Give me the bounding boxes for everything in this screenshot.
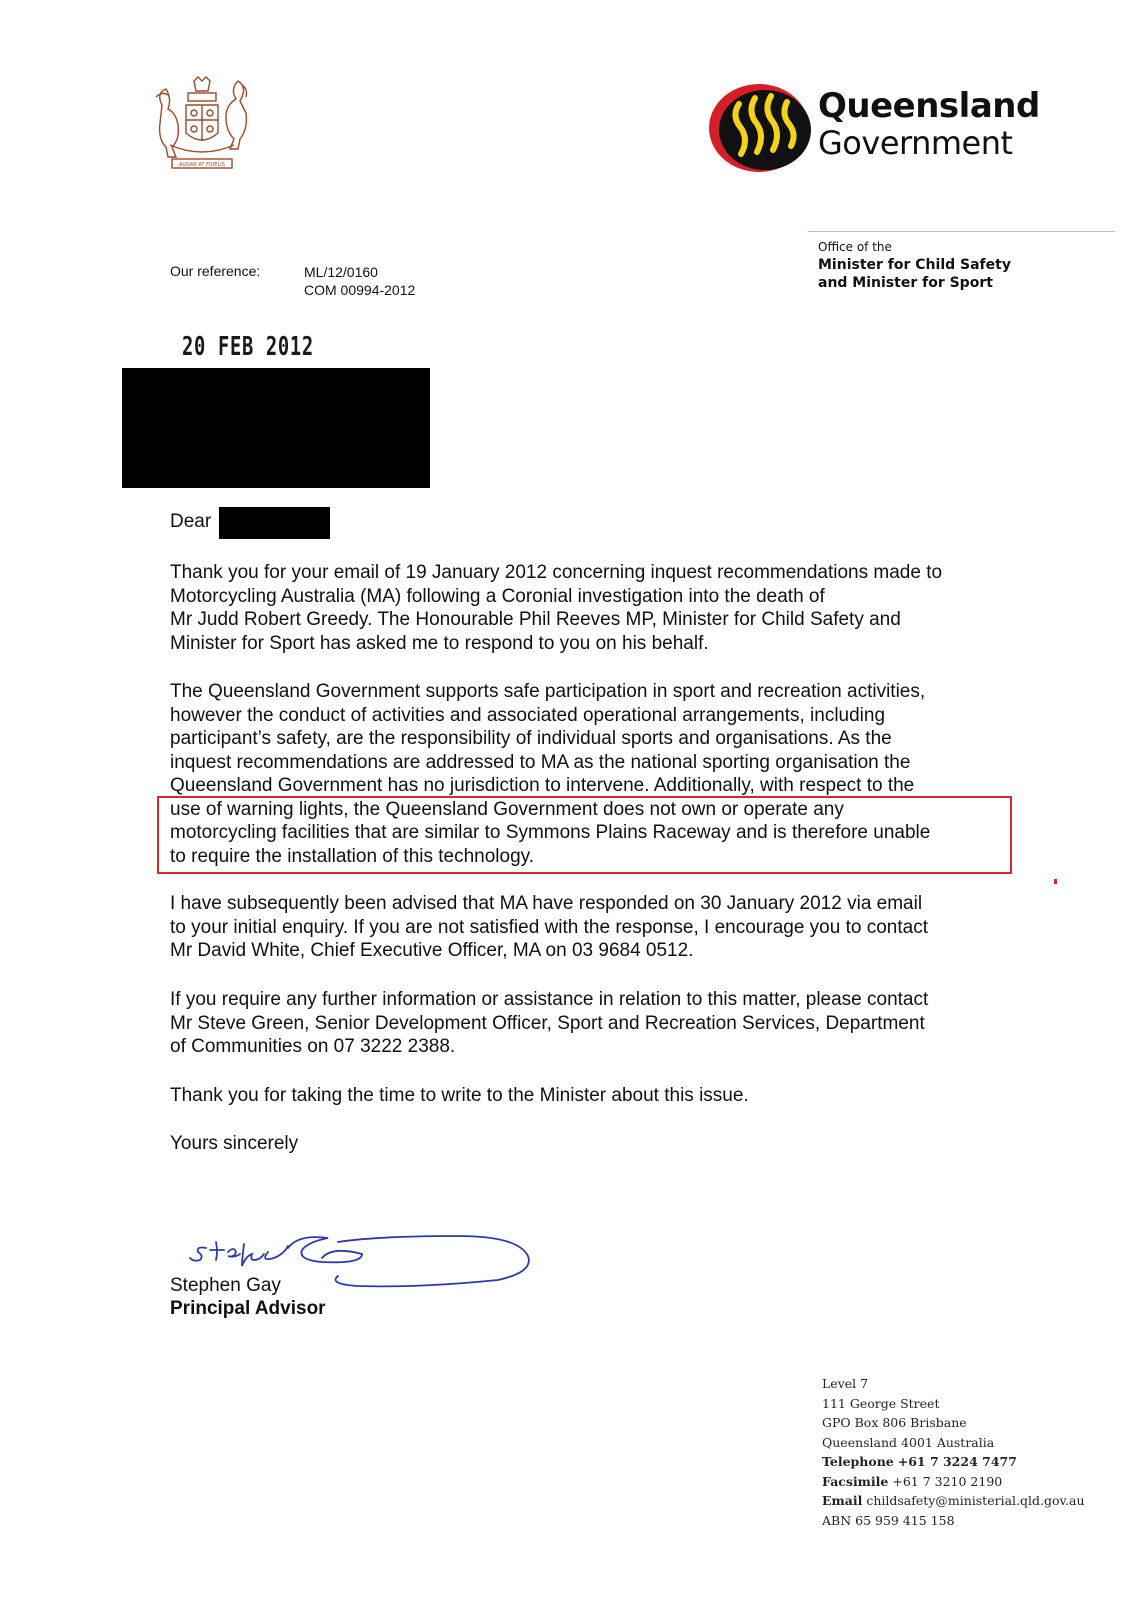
date-stamp: 20 FEB 2012 <box>182 332 314 362</box>
facsimile-value: +61 7 3210 2190 <box>892 1473 1003 1489</box>
logo-text-queensland: Queensland <box>818 86 1040 126</box>
address-abn: ABN 65 959 415 158 <box>822 1512 955 1528</box>
redacted-address-block <box>122 368 430 488</box>
body-paragraph-1: Thank you for your email of 19 January 2012 concerning inquest recommendations made to Motorcycling Australia (MA) following a Coronial investigation into the death of Mr Judd Robert Greedy. The Honourable Phil Reeves MP, Minister for Child Safety and Minister for Sport has asked me to respond to you on his behalf. <box>170 562 943 654</box>
reference-values <box>304 263 415 299</box>
redacted-recipient-name <box>219 507 330 539</box>
highlight-box <box>157 796 1012 874</box>
header-divider <box>808 231 1115 232</box>
office-minister-line2: and Minister for Sport <box>818 275 993 291</box>
address-state: Queensland 4001 Australia <box>822 1434 995 1450</box>
address-street: 111 George Street <box>822 1395 940 1411</box>
office-label: Office of the <box>818 240 892 254</box>
office-minister-line1: Minister for Child Safety <box>818 257 1011 273</box>
office-block <box>818 238 1011 292</box>
address-facsimile <box>822 1472 1085 1492</box>
office-address <box>822 1374 1085 1530</box>
signatory-name: Stephen Gay <box>170 1275 281 1296</box>
address-email <box>822 1491 1085 1511</box>
logo-text-government: Government <box>818 124 1013 162</box>
body-paragraph-5: Thank you for taking the time to write to the Minister about this issue. <box>170 1085 749 1106</box>
salutation: Dear <box>170 511 212 532</box>
address-gpo: GPO Box 806 Brisbane <box>822 1415 967 1430</box>
reference-line1: ML/12/0160 <box>304 264 378 280</box>
crest-motto: AUDAX AT FIDELIS <box>179 162 225 168</box>
signatory-title: Principal Advisor <box>170 1298 326 1319</box>
address-level: Level 7 <box>822 1376 869 1391</box>
telephone-label: Telephone <box>822 1454 894 1469</box>
body-paragraph-3: I have subsequently been advised that MA have responded on 30 January 2012 via email to your initial enquiry. If you are not satisfied with the response, I encourage you to contact Mr David White, Chief Executive Officer, MA on 03 9684 0512. <box>170 893 928 961</box>
queensland-government-logo <box>705 82 1040 177</box>
queensland-logo-mark-icon <box>705 82 815 177</box>
body-paragraph-2: The Queensland Government supports safe participation in sport and recreation activities, however the conduct of activities and associated operational arrangements, including participant’s safety, are the responsibility of individual sports and organisations. As the inquest recommendations are addressed to MA as the national sporting organisation the Queensland Government has no jurisdiction to intervene. Additionally, with respect to the use of warning lights, the Queensland Government does not own or operate any motorcycling facilities that are similar to Symmons Plains Raceway and is therefore unable to require the installation of this technology. <box>170 681 931 867</box>
telephone-value: +61 7 3224 7477 <box>897 1454 1017 1469</box>
email-label: Email <box>822 1493 863 1508</box>
email-value: childsafety@ministerial.qld.gov.au <box>866 1493 1085 1508</box>
closing: Yours sincerely <box>170 1133 299 1154</box>
red-mark <box>1054 879 1057 884</box>
reference-line2: COM 00994-2012 <box>304 282 416 298</box>
address-telephone <box>822 1452 1085 1472</box>
coat-of-arms-crest <box>150 75 254 175</box>
reference-label: Our reference: <box>170 263 261 279</box>
body-paragraph-4: If you require any further information or assistance in relation to this matter, please contact Mr Steve Green, Senior Development Officer, Sport and Recreation Services, Department of Communities on 07 3222 2388. <box>170 989 929 1057</box>
facsimile-label: Facsimile <box>822 1473 889 1489</box>
